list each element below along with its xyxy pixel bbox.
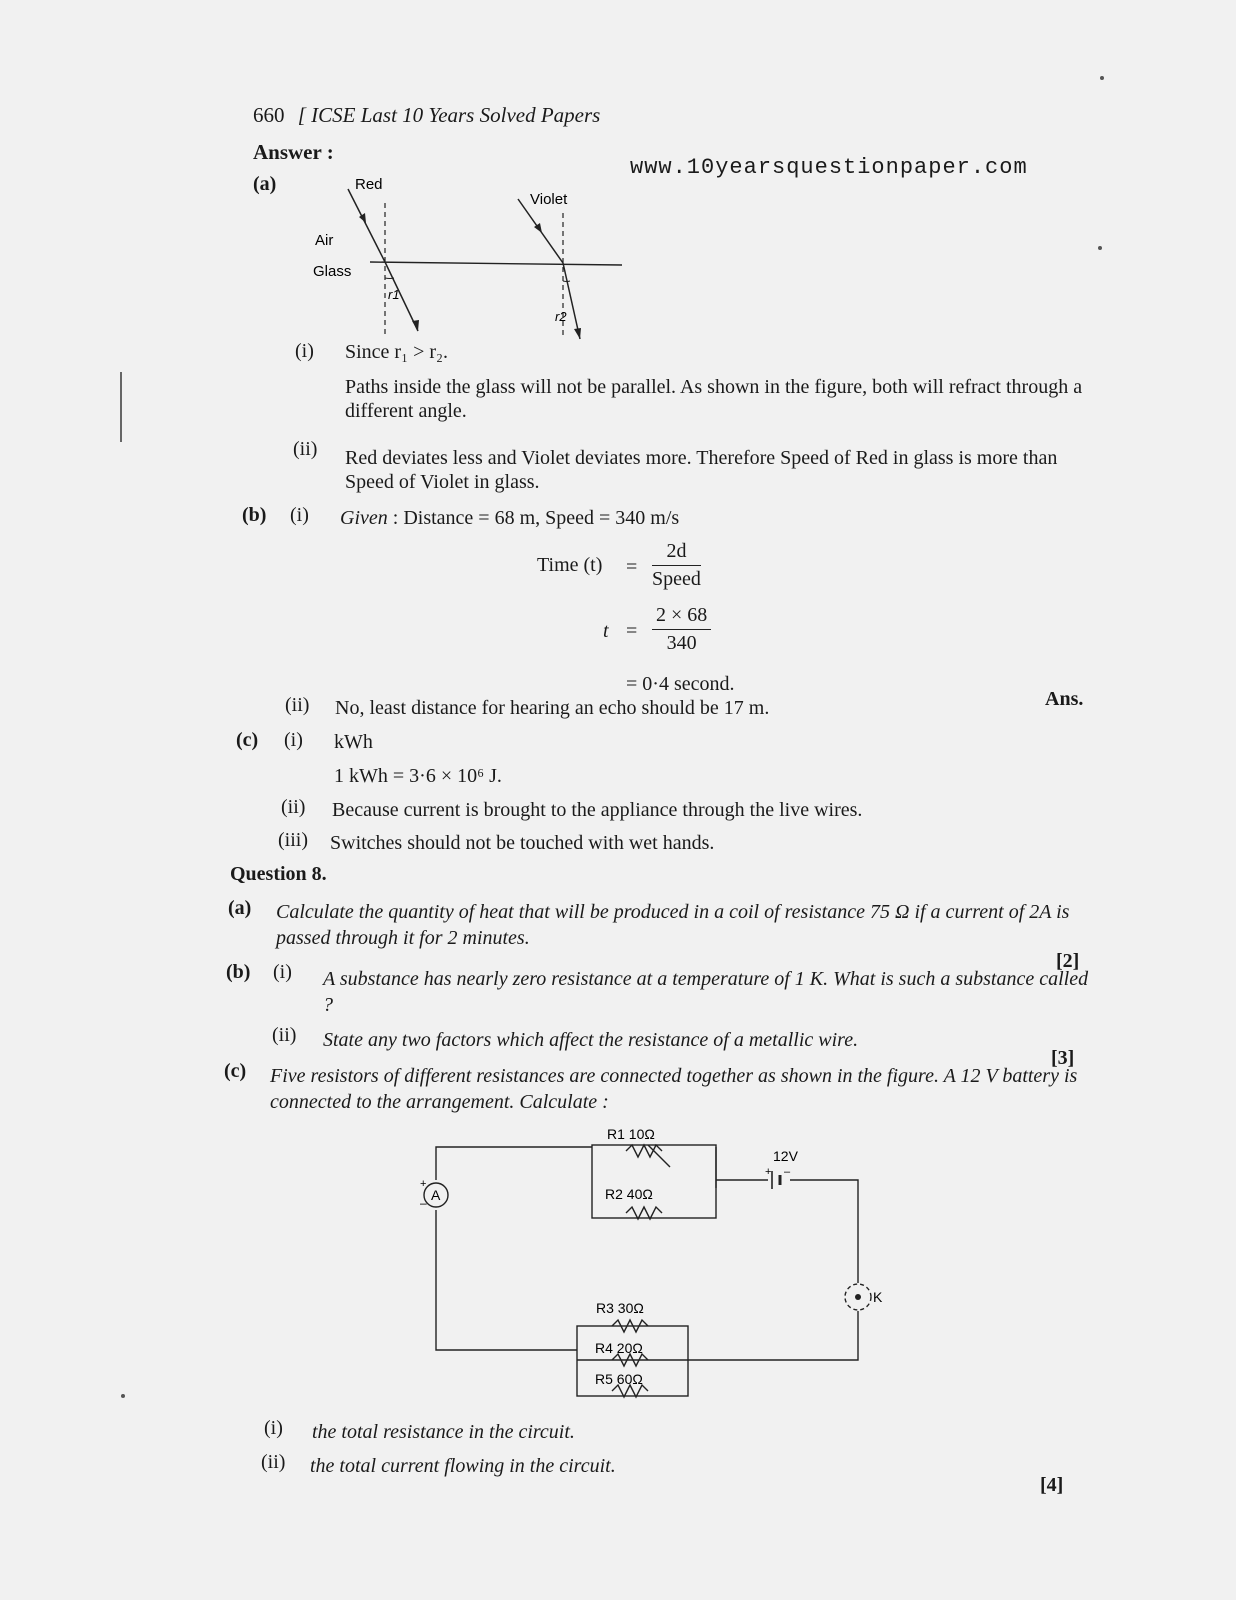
fraction-denominator: 340	[666, 632, 697, 654]
fraction-numerator: 2 × 68	[652, 604, 711, 630]
r1-label: r1	[388, 287, 400, 302]
air-label: Air	[315, 232, 334, 249]
angle-arc-r1	[385, 278, 394, 279]
scan-speck	[1098, 246, 1102, 250]
circuit-diagram	[400, 1126, 900, 1425]
battery-minus: –	[784, 1166, 791, 1178]
answer-b-i-label: (i)	[290, 504, 309, 526]
r2-label: r2	[555, 309, 567, 324]
answer-a-i-since: Since r₁ > r₂.	[345, 341, 448, 363]
red-arrow	[412, 320, 419, 331]
answer-a-i-label: (i)	[295, 340, 314, 362]
battery-plus: +	[765, 1166, 772, 1178]
answer-c-iii-label: (iii)	[278, 829, 308, 851]
fraction-denominator: Speed	[652, 568, 701, 590]
key-label: K	[873, 1289, 883, 1305]
violet-refracted-ray	[563, 263, 580, 339]
kwh-conversion: 1 kWh = 3·6 × 10⁶ J.	[334, 765, 502, 787]
wire-right-bottom	[688, 1311, 858, 1360]
battery-label: 12V	[773, 1148, 798, 1164]
q8-b-marks: [3]	[1051, 1047, 1075, 1069]
answer-heading: Answer :	[253, 140, 334, 164]
time-lhs: Time (t)	[537, 554, 603, 576]
r4-label: R4 20Ω	[595, 1340, 643, 1356]
answer-c-i-text: kWh	[334, 731, 373, 753]
page-number: 660	[253, 103, 285, 127]
r1-label: R1 10Ω	[607, 1126, 655, 1142]
answer-c-label: (c)	[236, 729, 259, 751]
resistor-r2	[626, 1207, 662, 1219]
angle-arc-r2	[563, 281, 570, 282]
answer-c-i-label: (i)	[284, 729, 303, 751]
air-glass-boundary	[370, 262, 622, 265]
answer-a-ii-label: (ii)	[293, 438, 318, 460]
scan-speck	[121, 1394, 125, 1398]
answer-b-ii-text: No, least distance for hearing an echo should be 17 m.	[335, 697, 770, 719]
q8-b-label: (b)	[226, 961, 251, 983]
q8-c-text: Five resistors of different resistances are connected together as shown in the figure. A 12 V battery is connected to the arrangement. Calculate :	[270, 1065, 1078, 1113]
given-values: : Distance = 68 m, Speed = 340 m/s	[392, 507, 680, 529]
q8-c-ii-text: the total current flowing in the circuit.	[310, 1455, 616, 1477]
wire-top-left	[436, 1147, 592, 1180]
r2-label: R2 40Ω	[605, 1186, 653, 1202]
ammeter-minus: –	[420, 1196, 427, 1210]
parallel-box-r1-r2	[592, 1145, 716, 1218]
q8-b-i-label: (i)	[273, 961, 292, 983]
violet-arrow	[574, 328, 581, 339]
book-title: [ ICSE Last 10 Years Solved Papers	[297, 103, 601, 127]
q8-b-ii-label: (ii)	[272, 1024, 297, 1046]
q8-c-label: (c)	[224, 1060, 247, 1082]
refraction-diagram	[310, 175, 630, 345]
website-watermark: www.10yearsquestionpaper.com	[630, 155, 1028, 180]
question-8-heading: Question 8.	[230, 863, 327, 885]
ammeter-plus: +	[420, 1178, 427, 1190]
r5-label: R5 60Ω	[595, 1371, 643, 1387]
answer-c-iii-text: Switches should not be touched with wet hands.	[330, 832, 715, 854]
ans-marker: Ans.	[1045, 688, 1084, 710]
wire-left	[436, 1210, 577, 1350]
scan-mark	[120, 372, 122, 442]
answer-a-ii-text: Red deviates less and Violet deviates more. Therefore Speed of Red in glass is more than Speed of Violet in glass.	[345, 447, 1058, 493]
fraction-2x68-340	[652, 604, 711, 655]
answer-b-label: (b)	[242, 504, 267, 526]
violet-ray-label: Violet	[530, 191, 568, 208]
given-word: Given	[340, 507, 388, 529]
q8-a-marks: [2]	[1056, 950, 1080, 972]
q8-a-label: (a)	[228, 897, 252, 919]
t-lhs: t	[603, 620, 609, 642]
page-header	[253, 103, 600, 128]
red-arrow	[359, 213, 366, 223]
equals-sign: =	[626, 556, 638, 578]
q8-b-i-text: A substance has nearly zero resistance at a temperature of 1 K. What is such a substance called ?	[323, 968, 1089, 1016]
wire-right-top	[790, 1180, 858, 1283]
q8-c-i-text: the total resistance in the circuit.	[312, 1421, 575, 1443]
answer-b-ii-label: (ii)	[285, 694, 310, 716]
equals-sign: =	[626, 620, 638, 642]
scan-speck	[1100, 76, 1104, 80]
given-line	[340, 507, 679, 530]
key-contact	[855, 1294, 861, 1300]
red-ray-label: Red	[355, 176, 383, 193]
answer-c-ii-label: (ii)	[281, 796, 306, 818]
time-result: = 0·4 second.	[626, 673, 735, 695]
q8-c-i-label: (i)	[264, 1417, 283, 1439]
fraction-2d-speed	[652, 540, 701, 591]
q8-b-ii-text: State any two factors which affect the resistance of a metallic wire.	[323, 1029, 859, 1051]
q8-c-marks: [4]	[1040, 1474, 1064, 1496]
answer-a-i-text: Paths inside the glass will not be parallel. As shown in the figure, both will refract through a different angle.	[345, 376, 1083, 422]
red-incident-ray	[348, 189, 385, 262]
answer-a-label: (a)	[253, 173, 277, 195]
r3-label: R3 30Ω	[596, 1300, 644, 1316]
glass-label: Glass	[313, 263, 352, 280]
q8-a-text: Calculate the quantity of heat that will be produced in a coil of resistance 75 Ω if a current of 2A is passed through it for 2 minutes.	[276, 901, 1070, 949]
q8-c-ii-label: (ii)	[261, 1451, 286, 1473]
fraction-numerator: 2d	[652, 540, 701, 566]
resistor-r1	[626, 1145, 662, 1157]
answer-c-ii-text: Because current is brought to the appliance through the live wires.	[332, 799, 863, 821]
ammeter-label: A	[431, 1187, 441, 1203]
